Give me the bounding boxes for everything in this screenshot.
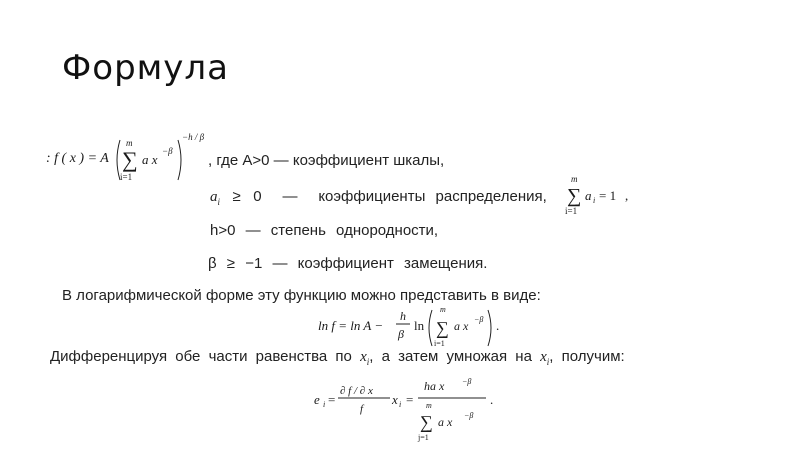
ln-frac-den: β bbox=[398, 327, 404, 341]
sum-body: a bbox=[585, 188, 592, 203]
differentiate-pre: Дифференцируя обе части равенства по bbox=[50, 348, 352, 365]
definition-line-1: , где A>0 — коэффициент шкалы, bbox=[208, 152, 445, 169]
ei-den-exp: −β bbox=[464, 411, 474, 420]
formula-production-function bbox=[44, 128, 224, 188]
svg-text:i: i bbox=[323, 400, 326, 409]
var-x: x bbox=[540, 349, 547, 365]
sum-upper: m bbox=[571, 174, 578, 184]
definition-line-2 bbox=[210, 188, 547, 207]
sigma-icon: ∑ bbox=[420, 412, 433, 432]
sigma-icon: ∑ bbox=[567, 185, 582, 207]
definition-line-2-text: коэффициенты распределения, bbox=[318, 188, 547, 205]
ei-num-exp: −β bbox=[462, 377, 472, 386]
formula-prefix: : f ( x ) = A bbox=[46, 151, 109, 166]
ei-equals-2: = bbox=[406, 392, 414, 407]
var-x: x bbox=[360, 349, 367, 365]
differentiate-mid: , а затем умножая на bbox=[369, 348, 532, 365]
ei-lhs: e bbox=[314, 392, 320, 407]
ei-equals: = bbox=[328, 392, 336, 407]
sum-lower: i=1 bbox=[434, 339, 445, 348]
ln-word: ln bbox=[414, 318, 425, 333]
ei-den-body: a x bbox=[438, 415, 453, 429]
tail-comma: , bbox=[625, 188, 629, 203]
formula-log bbox=[316, 302, 506, 348]
formula-elasticity bbox=[314, 374, 504, 446]
ei-x: x bbox=[392, 392, 398, 407]
left-paren-icon bbox=[429, 310, 432, 346]
period: . bbox=[496, 318, 500, 333]
outer-exponent: −h / β bbox=[182, 132, 205, 142]
paragraph-log-form: В логарифмической форме эту функцию можно представить в виде: bbox=[62, 287, 541, 304]
sum-upper: m bbox=[126, 138, 133, 148]
inner-exponent: −β bbox=[162, 146, 173, 156]
ei-frac-den: f bbox=[360, 403, 364, 415]
ei-frac-num: ∂ f / ∂ x bbox=[340, 385, 373, 397]
right-paren-icon bbox=[178, 140, 181, 180]
ei-num: ha x bbox=[424, 379, 445, 393]
sigma-icon: ∑ bbox=[436, 318, 449, 338]
sum-upper: m bbox=[426, 401, 432, 410]
inner-exponent: −β bbox=[474, 315, 484, 324]
sum-equals: = 1 bbox=[599, 188, 617, 203]
formula-sum-equals-one bbox=[565, 172, 635, 218]
page-title: Формула bbox=[62, 48, 229, 88]
paragraph-differentiate: Дифференцируя обе части равенства по $x_i$, а затем умножая на $x_i$, получим: bbox=[50, 348, 625, 367]
sum-body: a x bbox=[454, 319, 469, 333]
var-a: a bbox=[210, 189, 218, 205]
sigma-icon: ∑ bbox=[122, 147, 138, 172]
definition-line-4: β ≥ −1 — коэффициент замещения. bbox=[208, 255, 488, 272]
sum-lower: j=1 bbox=[418, 433, 429, 442]
ln-frac-num: h bbox=[400, 309, 406, 323]
zero-value: 0 bbox=[253, 188, 262, 205]
sum-lower: i=1 bbox=[565, 206, 578, 216]
var-a-sub: i bbox=[217, 197, 221, 207]
sum-upper: m bbox=[440, 305, 446, 314]
relation-ge: ≥ bbox=[232, 188, 241, 205]
right-paren-icon bbox=[488, 310, 491, 346]
definition-line-3: h>0 — степень однородности, bbox=[210, 222, 439, 239]
period: . bbox=[490, 392, 494, 407]
ln-lhs: ln f = ln A − bbox=[318, 318, 384, 333]
dash: — bbox=[282, 188, 298, 205]
svg-text:i: i bbox=[399, 400, 402, 409]
differentiate-post: , получим: bbox=[549, 348, 625, 365]
sum-body-sub: i bbox=[593, 196, 596, 205]
sum-lower: i=1 bbox=[120, 172, 133, 182]
sum-body: a x bbox=[142, 152, 158, 167]
